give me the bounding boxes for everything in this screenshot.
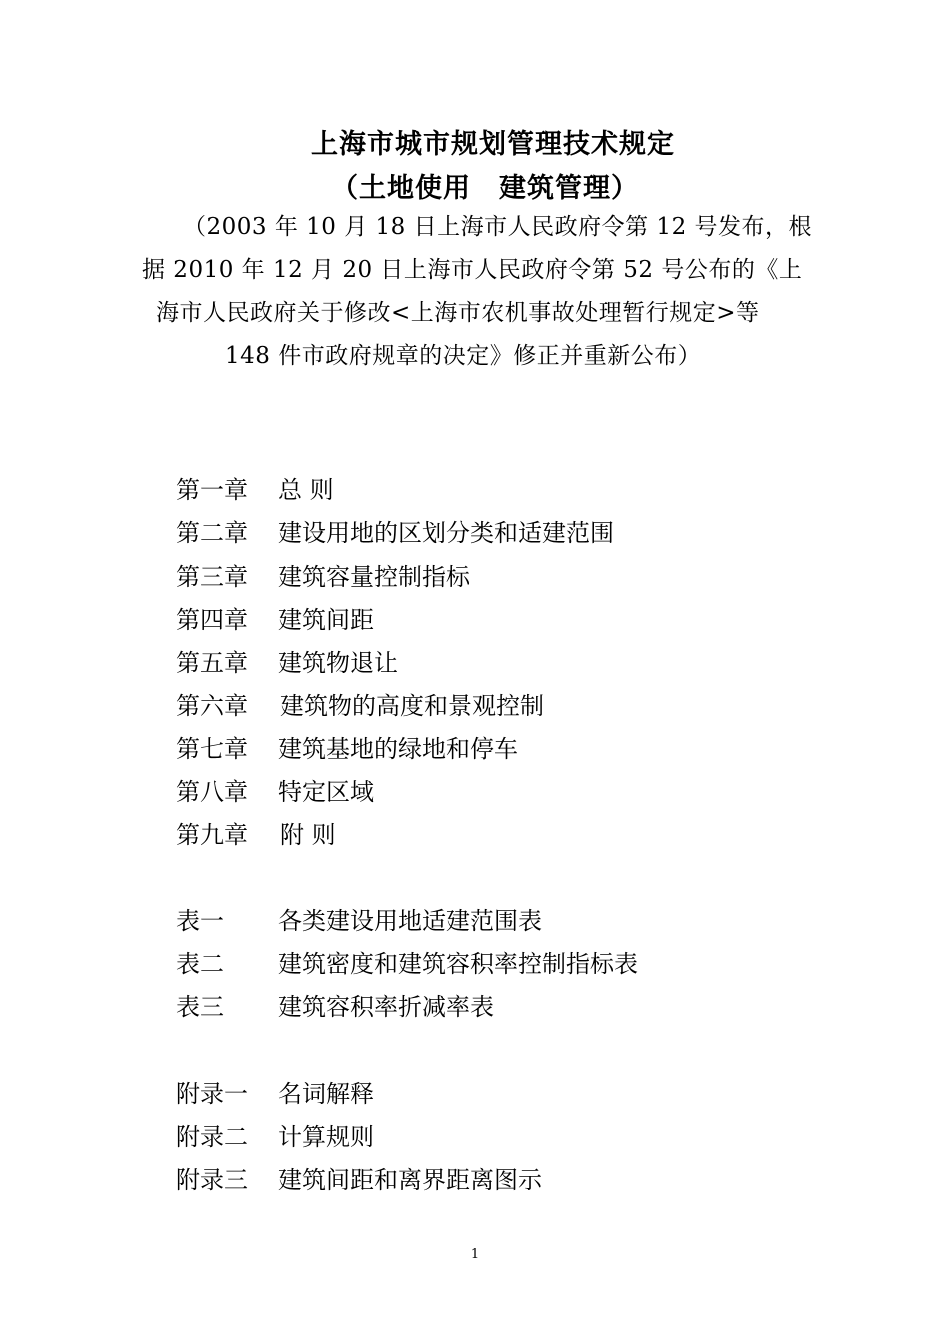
appendix-number: 附录一 [176,1080,248,1108]
publication-note-line-3: 海市人民政府关于修改<上海市农机事故处理暂行规定>等 [156,300,760,326]
appendix-title: 建筑间距和离界距离图示 [278,1166,542,1194]
table-title: 各类建设用地适建范围表 [278,907,542,935]
document-subtitle [10,166,950,205]
table-number: 表一 [176,907,224,935]
chapter-number: 第六章 [176,692,248,720]
toc-chapter [176,772,374,807]
chapter-title: 特定区域 [278,778,374,806]
appendix-number: 附录三 [176,1166,248,1194]
page-number: 1 [470,1247,480,1262]
chapter-title: 建设用地的区划分类和适建范围 [278,519,614,547]
chapter-number: 第一章 [176,476,248,504]
publication-note-line-1: （2003 年 10 月 18 日上海市人民政府令第 12 号发布，根 [183,214,813,240]
chapter-title: 附 则 [280,821,336,849]
chapter-number: 第七章 [176,735,248,763]
table-number: 表二 [176,950,224,978]
toc-chapter [176,686,544,721]
chapter-title: 总 则 [278,476,334,504]
chapter-number: 第九章 [176,821,248,849]
toc-table [176,987,494,1022]
toc-chapter [176,470,334,505]
chapter-number: 第五章 [176,649,248,677]
chapter-number: 第三章 [176,563,248,591]
chapter-number: 第四章 [176,606,248,634]
toc-chapter [176,557,470,592]
chapter-title: 建筑物的高度和景观控制 [280,692,544,720]
appendix-number: 附录二 [176,1123,248,1151]
toc-table [176,901,542,936]
table-number: 表三 [176,993,224,1021]
toc-chapter [176,729,518,764]
toc-chapter [176,643,398,678]
publication-note-line-4: 148 件市政府规章的决定》修正并重新公布） [225,343,702,369]
toc-chapter [176,815,336,850]
table-title: 建筑密度和建筑容积率控制指标表 [278,950,638,978]
toc-chapter [176,513,614,548]
toc-appendix [176,1117,374,1152]
toc-appendix [176,1074,374,1109]
appendix-title: 计算规则 [278,1123,374,1151]
toc-chapter [176,600,374,635]
subtitle-part-1: （土地使用 [331,173,471,204]
toc-appendix [176,1160,542,1195]
publication-note-line-2: 据 2010 年 12 月 20 日上海市人民政府令第 52 号公布的《上 [142,257,803,283]
chapter-title: 建筑间距 [278,606,374,634]
toc-table [176,944,638,979]
chapter-number: 第二章 [176,519,248,547]
document-title: 上海市城市规划管理技术规定 [311,129,675,160]
chapter-title: 建筑物退让 [278,649,398,677]
chapter-number: 第八章 [176,778,248,806]
table-title: 建筑容积率折减率表 [278,993,494,1021]
subtitle-part-2: 建筑管理） [499,173,639,204]
appendix-title: 名词解释 [278,1080,374,1108]
chapter-title: 建筑基地的绿地和停车 [278,735,518,763]
chapter-title: 建筑容量控制指标 [278,563,470,591]
